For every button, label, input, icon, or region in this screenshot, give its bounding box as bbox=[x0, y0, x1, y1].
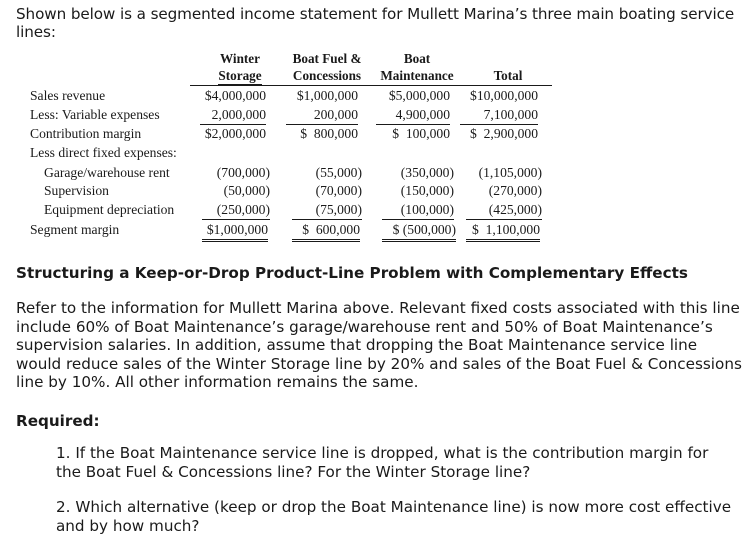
cell-maint: $5,000,000 bbox=[388, 88, 450, 103]
header-total bbox=[476, 67, 540, 84]
header-fuel-line2: Concessions bbox=[292, 68, 362, 83]
cell-maint: $ 100,000 bbox=[392, 126, 450, 141]
header-total-line1: Total bbox=[493, 68, 523, 83]
cell-total: 7,100,000 bbox=[460, 106, 538, 125]
row-label: Less direct fixed expenses: bbox=[30, 145, 177, 160]
cell-winter: (250,000) bbox=[202, 201, 270, 220]
header-rule bbox=[190, 85, 552, 86]
cell-winter: $1,000,000 bbox=[202, 221, 268, 242]
cell-total: (1,105,000) bbox=[478, 165, 542, 180]
cell-fuel: $ 600,000 bbox=[292, 221, 360, 242]
cell-winter: $2,000,000 bbox=[204, 126, 266, 141]
header-maint-line2: Maintenance bbox=[380, 68, 454, 83]
section-title: Structuring a Keep-or-Drop Product-Line Problem with Complementary Effects bbox=[16, 264, 688, 282]
cell-fuel: (75,000) bbox=[292, 201, 362, 220]
question-2: 2. Which alternative (keep or drop the Boat Maintenance line) is now more cost effective and by how much? bbox=[56, 498, 732, 535]
header-boat-fuel bbox=[287, 50, 367, 84]
header-winter-line2: Storage bbox=[218, 68, 262, 83]
cell-maint: (100,000) bbox=[382, 201, 454, 220]
cell-total: (270,000) bbox=[488, 183, 542, 198]
cell-fuel: (55,000) bbox=[315, 165, 362, 180]
intro-text: Shown below is a segmented income statement for Mullett Marina’s three main boating service lines: bbox=[16, 5, 735, 41]
header-winter-line1: Winter bbox=[219, 51, 261, 66]
row-label: Garage/warehouse rent bbox=[44, 165, 170, 180]
header-boat-maintenance bbox=[376, 50, 458, 84]
row-label: Sales revenue bbox=[30, 88, 106, 103]
cell-total: (425,000) bbox=[466, 201, 542, 220]
row-label: Segment margin bbox=[30, 222, 120, 237]
required-label: Required: bbox=[16, 412, 100, 430]
question-1: 1. If the Boat Maintenance service line is dropped, what is the contribution margin for the Boat Fuel & Concessions line? For the Winter Storage line? bbox=[56, 444, 709, 481]
row-label: Contribution margin bbox=[30, 126, 142, 141]
header-maint-line1: Boat bbox=[403, 51, 431, 66]
header-winter-storage bbox=[208, 50, 272, 85]
cell-total: $ 1,100,000 bbox=[466, 221, 540, 242]
cell-maint: 4,900,000 bbox=[376, 106, 450, 125]
cell-total: $ 2,900,000 bbox=[470, 126, 538, 141]
cell-fuel: $1,000,000 bbox=[296, 88, 358, 103]
cell-winter: (50,000) bbox=[223, 183, 270, 198]
cell-maint: $ (500,000) bbox=[382, 221, 456, 242]
header-fuel-line1: Boat Fuel & bbox=[292, 51, 362, 66]
cell-maint: (350,000) bbox=[400, 165, 454, 180]
row-label: Supervision bbox=[44, 183, 109, 198]
cell-fuel: $ 800,000 bbox=[300, 126, 358, 141]
cell-total: $10,000,000 bbox=[470, 88, 538, 103]
problem-paragraph: Refer to the information for Mullett Marina above. Relevant fixed costs associated with this line include 60% of Boat Maintenance’s garage/warehouse rent and 50% of Boat Maintenance’s supervision salaries. In addition, assume that dropping the Boat Maintenance service line would reduce sales of the Winter Storage line by 20% and sales of the Boat Fuel & Concessions line by 10%. All other information remains the same. bbox=[16, 299, 742, 392]
cell-fuel: 200,000 bbox=[286, 106, 358, 125]
row-label: Less: Variable expenses bbox=[30, 107, 160, 122]
cell-fuel: (70,000) bbox=[315, 183, 362, 198]
row-label: Equipment depreciation bbox=[44, 202, 175, 217]
cell-winter: (700,000) bbox=[216, 165, 270, 180]
cell-winter: 2,000,000 bbox=[200, 106, 266, 125]
cell-winter: $4,000,000 bbox=[204, 88, 266, 103]
cell-maint: (150,000) bbox=[400, 183, 454, 198]
